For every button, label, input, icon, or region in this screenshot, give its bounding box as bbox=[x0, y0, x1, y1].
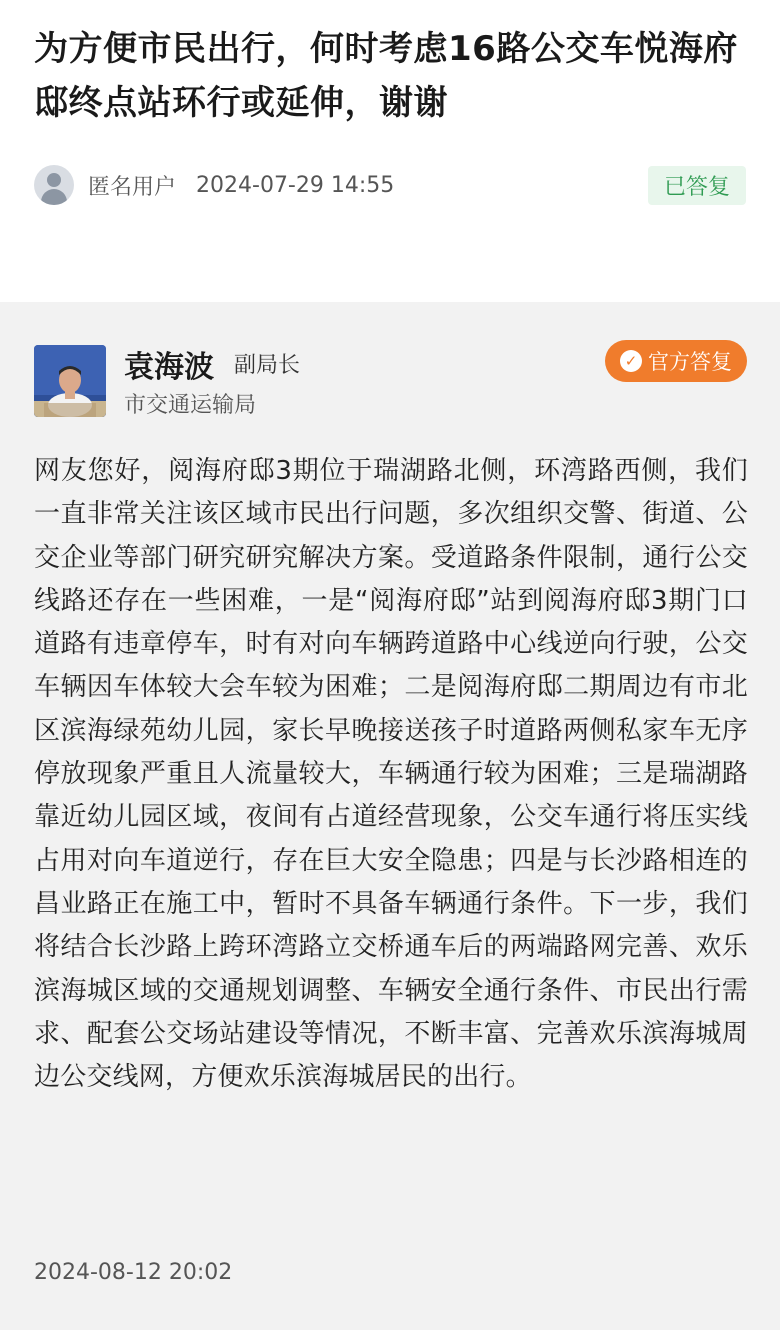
user-icon bbox=[34, 165, 74, 205]
question-section bbox=[0, 0, 780, 302]
official-department: 市交通运输局 bbox=[124, 393, 257, 418]
answer-time: 2024-08-12 20:02 bbox=[34, 1260, 233, 1285]
official-avatar bbox=[34, 345, 106, 417]
question-title: 为方便市民出行，何时考虑16路公交车悦海府邸终点站环行或延伸，谢谢 bbox=[34, 29, 738, 123]
check-circle-icon: ✓ bbox=[620, 350, 642, 372]
official-name: 袁海波 bbox=[124, 350, 214, 385]
user-name: 匿名用户 bbox=[88, 174, 177, 200]
status-badge: 已答复 bbox=[648, 166, 746, 205]
question-meta bbox=[34, 164, 746, 206]
answer-section bbox=[0, 302, 780, 1330]
official-answer-label: 官方答复 bbox=[648, 350, 732, 374]
official-answer-badge bbox=[605, 340, 747, 382]
answer-body: 网友您好，阅海府邸3期位于瑞湖路北侧，环湾路西侧，我们一直非常关注该区域市民出行问题，多次组织交警、街道、公交企业等部门研究研究解决方案。受道路条件限制，通行公交线路还存在一些困难，一是“阅海府邸”站到阅海府邸3期门口道路有违章停车，时有对向车辆跨道路中心线逆向行驶，公交车辆因车体较大会车较为困难；二是阅海府邸二期周边有市北区滨海绿苑幼儿园，家长早晚接送孩子时道路两侧私家车无序停放现象严重且人流量较大，车辆通行较为困难；三是瑞湖路靠近幼儿园区域，夜间有占道经营现象，公交车通行将压实线占用对向车道逆行，存在巨大安全隐患；四是与长沙路相连的昌业路正在施工中，暂时不具备车辆通行条件。下一步，我们将结合长沙路上跨环湾路立交桥通车后的两端路网完善、欢乐滨海城区域的交通规划调整、车辆安全通行条件、市民出行需求、配套公交场站建设等情况，不断丰富、完善欢乐滨海城周边公交线网，方便欢乐滨海城居民的出行。 bbox=[34, 456, 748, 1093]
post-time: 2024-07-29 14:55 bbox=[196, 172, 395, 198]
official-title: 副局长 bbox=[234, 353, 301, 378]
